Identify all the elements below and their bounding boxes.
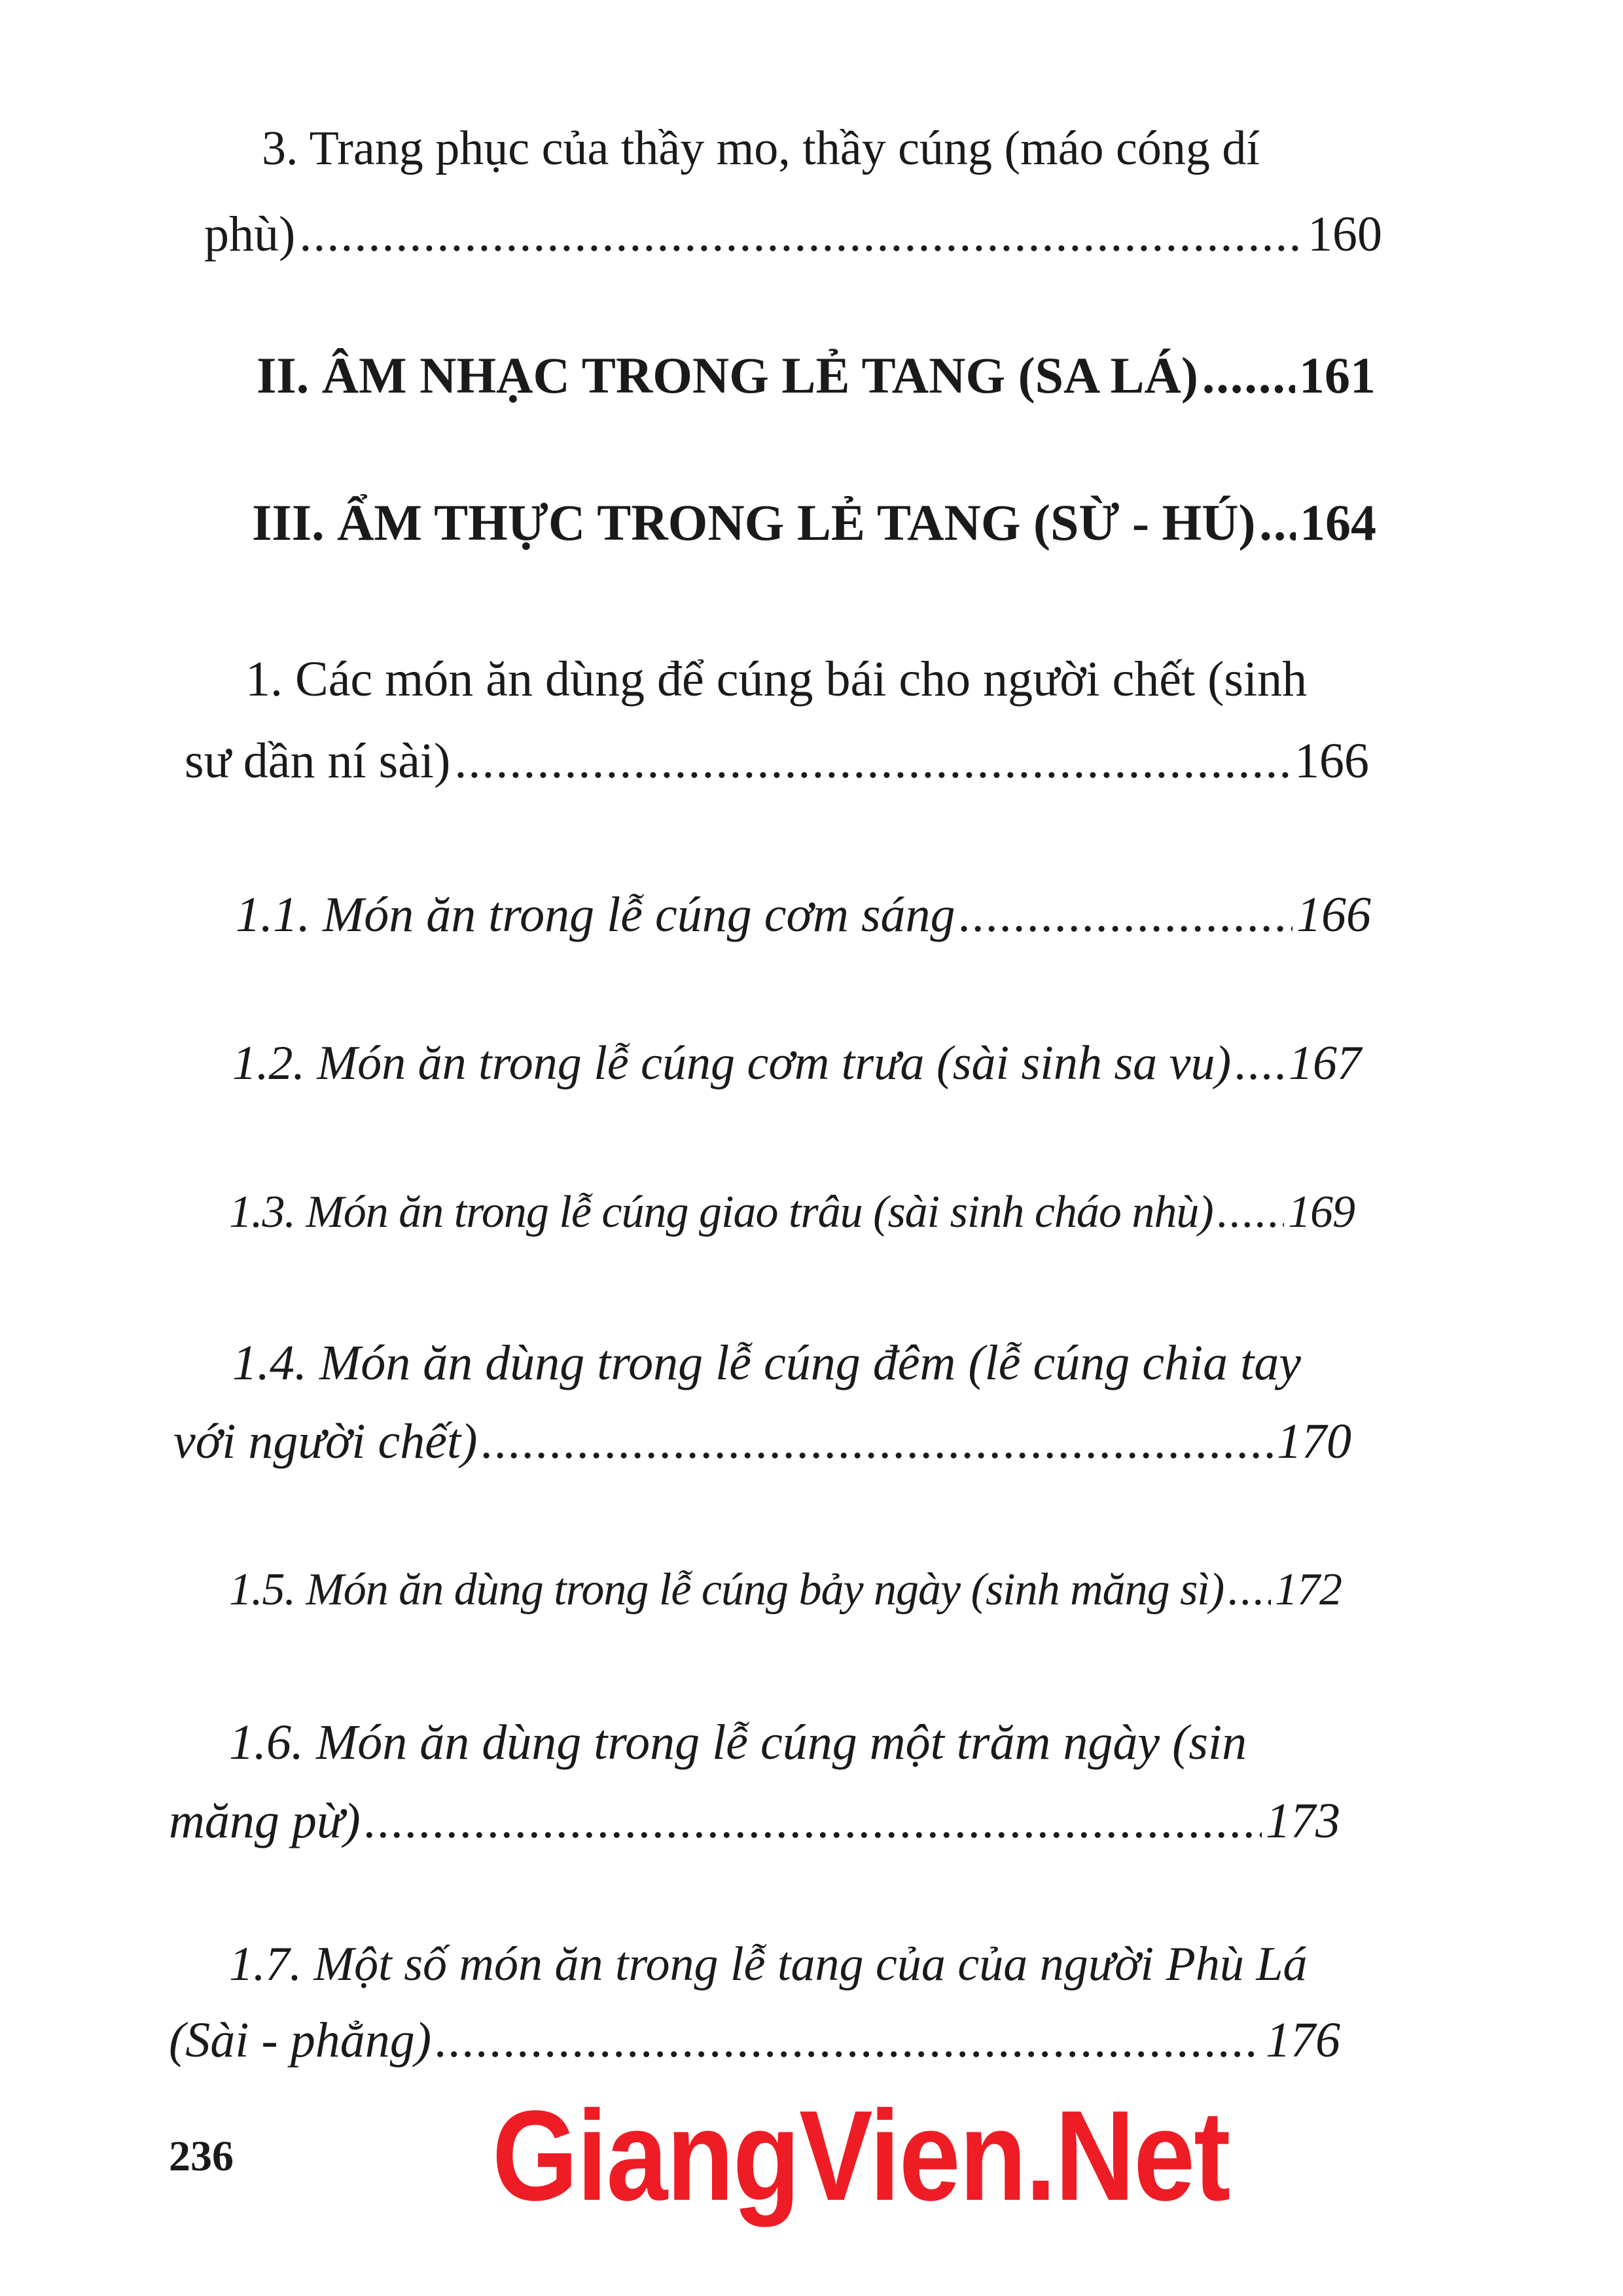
leader-dots: [1217, 1190, 1284, 1235]
leader-dots: [299, 209, 1304, 259]
toc-page-number: 172: [1275, 1564, 1342, 1615]
toc-entry-costume: [262, 124, 1394, 173]
toc-entry-title: III. ẨM THỰC TRONG LẺ TANG (SỪ - HÚ): [252, 494, 1256, 551]
toc-page-number: 170: [1277, 1414, 1351, 1469]
toc-entry-1-7-leader: [169, 2013, 1340, 2068]
toc-entry-line2: phù): [204, 207, 296, 262]
toc-entry-costume-leader: [204, 207, 1382, 262]
leader-dots: [1202, 350, 1295, 401]
toc-entry-line1: 1.7. Một số món ăn trong lễ tang của của người Phù Lá: [229, 1937, 1308, 1991]
toc-page-number: 164: [1300, 494, 1376, 551]
toc-entry-line1: 1.6. Món ăn dùng trong lễ cúng một trăm ngày (sin: [229, 1715, 1247, 1770]
toc-entry-1-7: [229, 1937, 1361, 1991]
toc-entry-title: 1.2. Món ăn trong lễ cúng cơm trưa (sài sinh sa vu): [232, 1036, 1232, 1090]
leader-dots: [454, 736, 1291, 786]
leader-dots: [1235, 1039, 1285, 1087]
leader-dots: [1228, 1567, 1271, 1613]
toc-entry-music: [257, 347, 1376, 404]
toc-page-number: 176: [1266, 2013, 1340, 2068]
toc-entry-title: 1.5. Món ăn dùng trong lễ cúng bảy ngày (sinh măng sì): [229, 1564, 1224, 1615]
watermark: GiangVien.Net: [492, 2084, 1230, 2227]
toc-entry-line2: (Sài - phẳng): [169, 2013, 432, 2068]
toc-entry-offering-dishes-leader: [185, 733, 1369, 788]
toc-page-number: 161: [1299, 347, 1376, 404]
toc-entry-line1: 1.4. Món ăn dùng trong lễ cúng đêm (lễ cúng chia tay: [232, 1335, 1301, 1390]
toc-entry-1-1: [236, 887, 1371, 942]
toc-entry-title: II. ÂM NHẠC TRONG LẺ TANG (SA LÁ): [257, 347, 1198, 404]
leader-dots: [435, 2015, 1262, 2065]
toc-entry-line2: măng pừ): [169, 1793, 361, 1848]
toc-entry-1-6: [229, 1715, 1361, 1770]
leader-dots: [1259, 497, 1296, 548]
toc-entry-line2: với người chết): [173, 1414, 478, 1469]
toc-page-number: 173: [1266, 1793, 1340, 1848]
toc-page-number: 166: [1294, 733, 1369, 788]
toc-entry-1-3: [229, 1187, 1355, 1237]
toc-entry-line2: sư dần ní sài): [185, 733, 451, 788]
toc-entry-title: 1.3. Món ăn trong lễ cúng giao trâu (sài sinh cháo nhù): [229, 1187, 1213, 1237]
toc-entry-cuisine: [252, 494, 1376, 551]
toc-page-number: 167: [1289, 1036, 1361, 1090]
toc-entry-line1: 3. Trang phục của thầy mo, thầy cúng (máo cóng dí: [262, 122, 1260, 175]
leader-dots: [365, 1796, 1262, 1846]
toc-page-number: 169: [1288, 1187, 1355, 1237]
toc-entry-1-5: [229, 1564, 1342, 1615]
toc-entry-offering-dishes: [245, 652, 1378, 707]
toc-entry-line1: 1. Các món ăn dùng để cúng bái cho người chết (sinh: [245, 652, 1308, 707]
toc-entry-1-4-leader: [173, 1414, 1351, 1469]
toc-entry-1-4: [232, 1335, 1364, 1390]
page-number: 236: [169, 2132, 234, 2180]
toc-entry-1-6-leader: [169, 1793, 1340, 1848]
toc-page-number: 160: [1308, 207, 1382, 262]
leader-dots: [959, 890, 1293, 940]
toc-page-number: 166: [1296, 887, 1371, 942]
leader-dots: [481, 1417, 1273, 1466]
toc-entry-1-2: [232, 1036, 1361, 1090]
toc-entry-title: 1.1. Món ăn trong lễ cúng cơm sáng: [236, 887, 955, 942]
